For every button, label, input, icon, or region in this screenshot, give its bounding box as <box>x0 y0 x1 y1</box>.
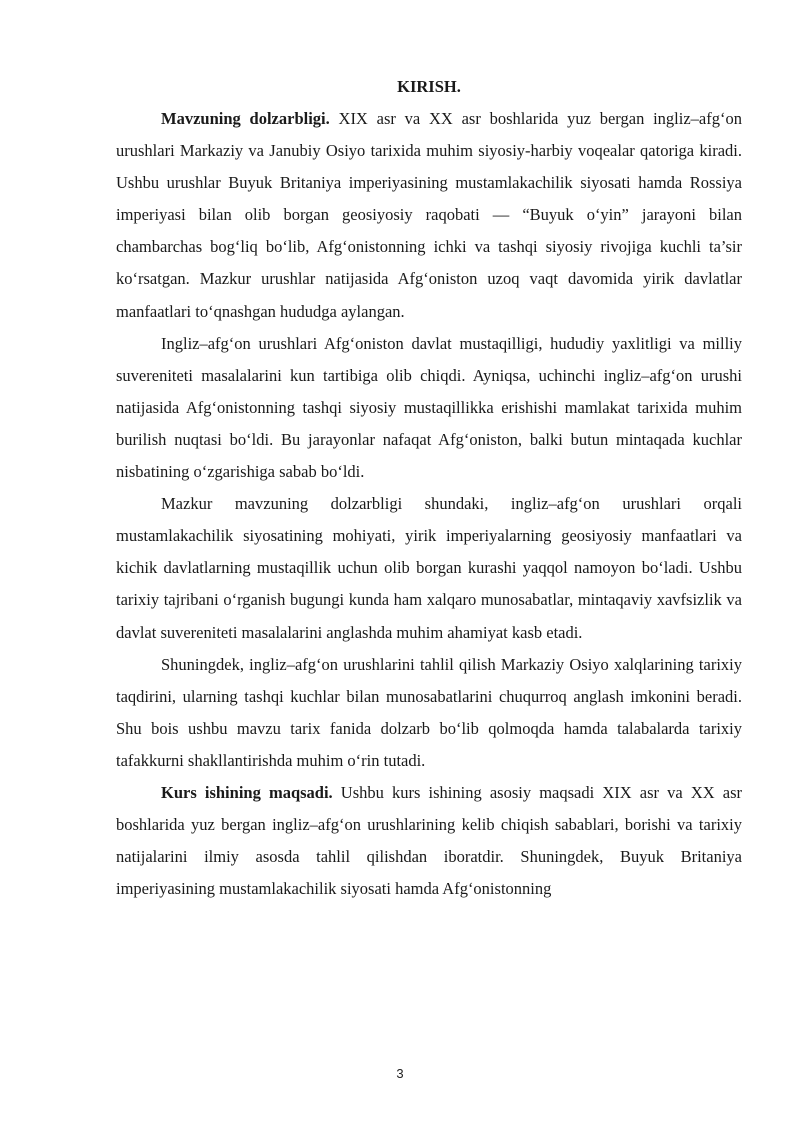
paragraph-text: Ingliz–afg‘on urushlari Afg‘oniston davlat mustaqilligi, hududiy yaxlitligi va milliy suvereniteti masalalarini kun tartibiga olib chiqdi. Ayniqsa, uchinchi ingliz–afg‘on urushi natijasida Afg‘onistonning tashqi siyosiy mustaqillikka erishishi mamlakat tarixida muhim burilish nuqtasi bo‘ldi. Bu jarayonlar nafaqat Afg‘oniston, balki butun mintaqada kuchlar nisbatining o‘zgarishiga sabab bo‘ldi. <box>116 333 742 482</box>
document-page <box>116 71 742 905</box>
paragraph-lead: Mavzuning dolzarbligi. <box>161 109 330 128</box>
paragraph-central-asia <box>116 649 742 777</box>
paragraph-text: Ushbu kurs ishining asosiy maqsadi XIX asr va XX asr boshlarida yuz bergan ingliz–afg‘on urushlarining kelib chiqish sabablari, borishi va tarixiy natijalarini ilmiy asosda tahlil qilishdan iboratdir. Shuningdek, Buyuk Britaniya imperiyasining mustamlakachilik siyosati hamda Afg‘onistonning <box>116 782 743 899</box>
paragraph-text: XIX asr va XX asr boshlarida yuz bergan ingliz–afg‘on urushlari Markaziy va Janubiy Osiyo tarixida muhim siyosiy-harbiy voqealar qatoriga kiradi. Ushbu urushlar Buyuk Britaniya imperiyasining mustamlakachilik siyosati hamda Rossiya imperiyasi bilan olib borgan geosiyosiy raqobati — “Buyuk o‘yin” jarayoni bilan chambarchas bog‘liq bo‘lib, Afg‘onistonning ichki va tashqi siyosiy rivojiga kuchli ta’sir ko‘rsatgan. Mazkur urushlar natijasida Afg‘oniston uzoq vaqt davomida yirik davlatlar manfaatlari to‘qnashgan hududga aylangan. <box>116 109 742 321</box>
paragraph-text: Mazkur mavzuning dolzarbligi shundaki, ingliz–afg‘on urushlari orqali mustamlakachilik siyosatining mohiyati, yirik imperiyalarning geosiyosiy manfaatlari va kichik davlatlarning mustaqillik uchun olib borgan kurashi yaqqol namoyon bo‘ladi. Ushbu tarixiy tajribani o‘rganish bugungi kunda ham xalqaro munosabatlar, mintaqaviy xavfsizlik va davlat suvereniteti masalalarini anglashda muhim ahamiyat kasb etadi. <box>116 494 742 642</box>
paragraph-independence <box>116 328 742 488</box>
paragraph-lead: Kurs ishining maqsadi. <box>161 782 333 802</box>
section-heading: KIRISH. <box>397 77 461 96</box>
paragraph-colonial-policy <box>116 488 742 648</box>
paragraph-text: Shuningdek, ingliz–afg‘on urushlarini tahlil qilish Markaziy Osiyo xalqlarining tarixiy taqdirini, ularning tashqi kuchlar bilan munosabatlarini chuqurroq anglash imkonini beradi. Shu bois ushbu mavzu tarix fanida dolzarb bo‘lib qolmoqda hamda talabalarda tarixiy tafakkurni shakllantirishda muhim o‘rin tutadi. <box>116 654 742 770</box>
paragraph-goal <box>116 777 742 905</box>
paragraph-relevance <box>116 103 742 328</box>
page-number: 3 <box>396 1066 404 1081</box>
